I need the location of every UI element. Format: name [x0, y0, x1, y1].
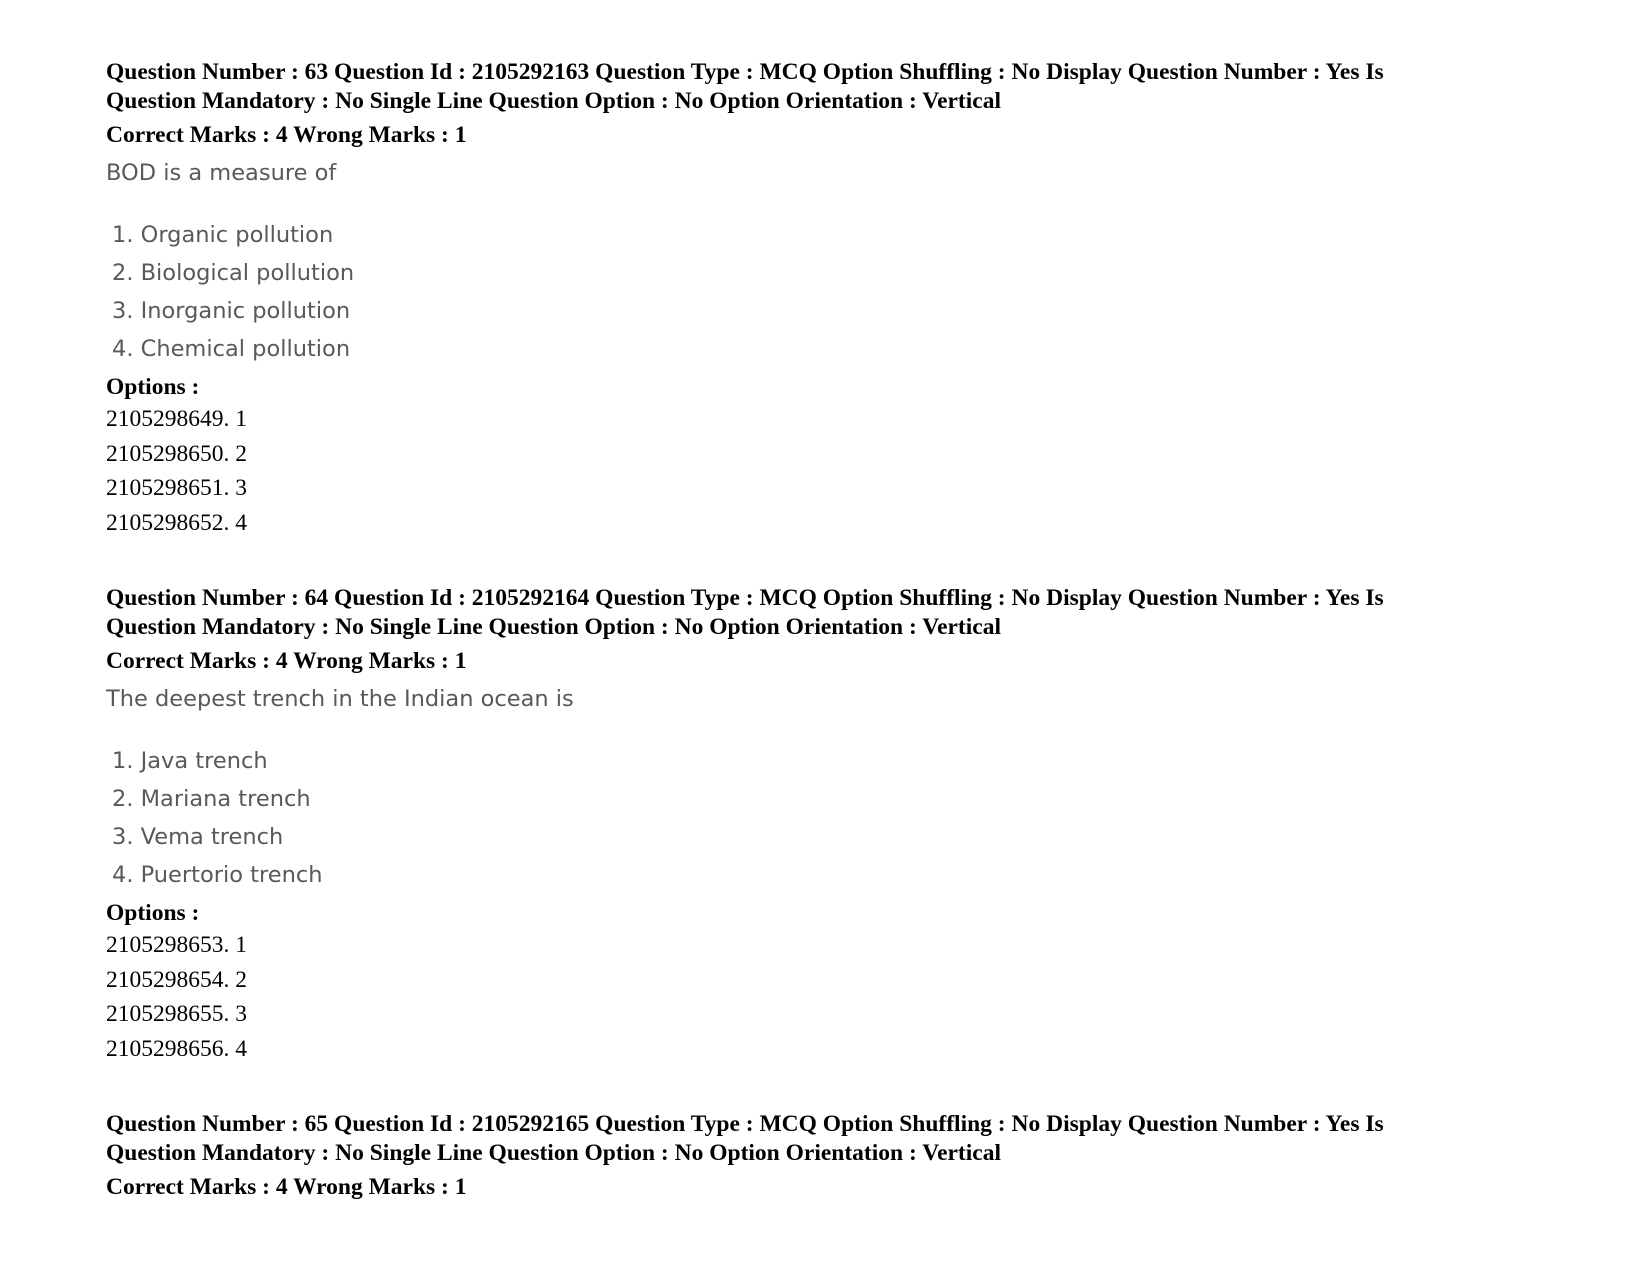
option-id: 2105298651. 3 [106, 475, 247, 501]
question-meta-line-1: Question Number : 64 Question Id : 2105292164 Question Type : MCQ Option Shuffling : No Display Question Number : Yes Is [106, 585, 1384, 611]
options-label: Options : [106, 374, 200, 400]
question-block-65 [106, 1110, 1546, 1201]
answer-choice: 2. Mariana trench [112, 786, 311, 812]
answer-choice: 1. Java trench [112, 748, 268, 774]
question-meta-line-2: Question Mandatory : No Single Line Question Option : No Option Orientation : Vertical [106, 87, 1001, 114]
answer-choices [106, 216, 1546, 368]
answer-choice: 3. Vema trench [112, 824, 284, 850]
question-block-63 [106, 58, 1546, 540]
answer-choice: 2. Biological pollution [112, 260, 355, 286]
option-id-list [106, 928, 1546, 1066]
option-id: 2105298653. 1 [106, 932, 247, 958]
question-meta-line-1: Question Number : 65 Question Id : 2105292165 Question Type : MCQ Option Shuffling : No Display Question Number : Yes Is [106, 1111, 1384, 1137]
option-id: 2105298656. 4 [106, 1035, 247, 1062]
question-block-64 [106, 584, 1546, 1066]
option-id: 2105298655. 3 [106, 1001, 247, 1027]
answer-choice: 3. Inorganic pollution [112, 298, 351, 324]
question-meta-line-1: Question Number : 63 Question Id : 2105292163 Question Type : MCQ Option Shuffling : No Display Question Number : Yes Is [106, 59, 1384, 85]
question-stem: The deepest trench in the Indian ocean is [106, 686, 574, 712]
question-meta-line-2: Question Mandatory : No Single Line Question Option : No Option Orientation : Vertical [106, 613, 1001, 640]
answer-choice: 4. Puertorio trench [112, 862, 323, 888]
option-id: 2105298650. 2 [106, 440, 247, 467]
question-marks: Correct Marks : 4 Wrong Marks : 1 [106, 122, 467, 148]
question-meta-line-2: Question Mandatory : No Single Line Question Option : No Option Orientation : Vertical [106, 1139, 1001, 1166]
option-id: 2105298654. 2 [106, 966, 247, 993]
document-page [106, 58, 1546, 1245]
answer-choice: 4. Chemical pollution [112, 336, 351, 362]
question-marks: Correct Marks : 4 Wrong Marks : 1 [106, 648, 467, 674]
question-stem: BOD is a measure of [106, 160, 337, 186]
option-id-list [106, 402, 1546, 540]
option-id: 2105298652. 4 [106, 509, 247, 536]
answer-choice: 1. Organic pollution [112, 222, 334, 248]
options-label: Options : [106, 900, 200, 926]
question-marks: Correct Marks : 4 Wrong Marks : 1 [106, 1174, 467, 1200]
answer-choices [106, 742, 1546, 894]
option-id: 2105298649. 1 [106, 406, 247, 432]
